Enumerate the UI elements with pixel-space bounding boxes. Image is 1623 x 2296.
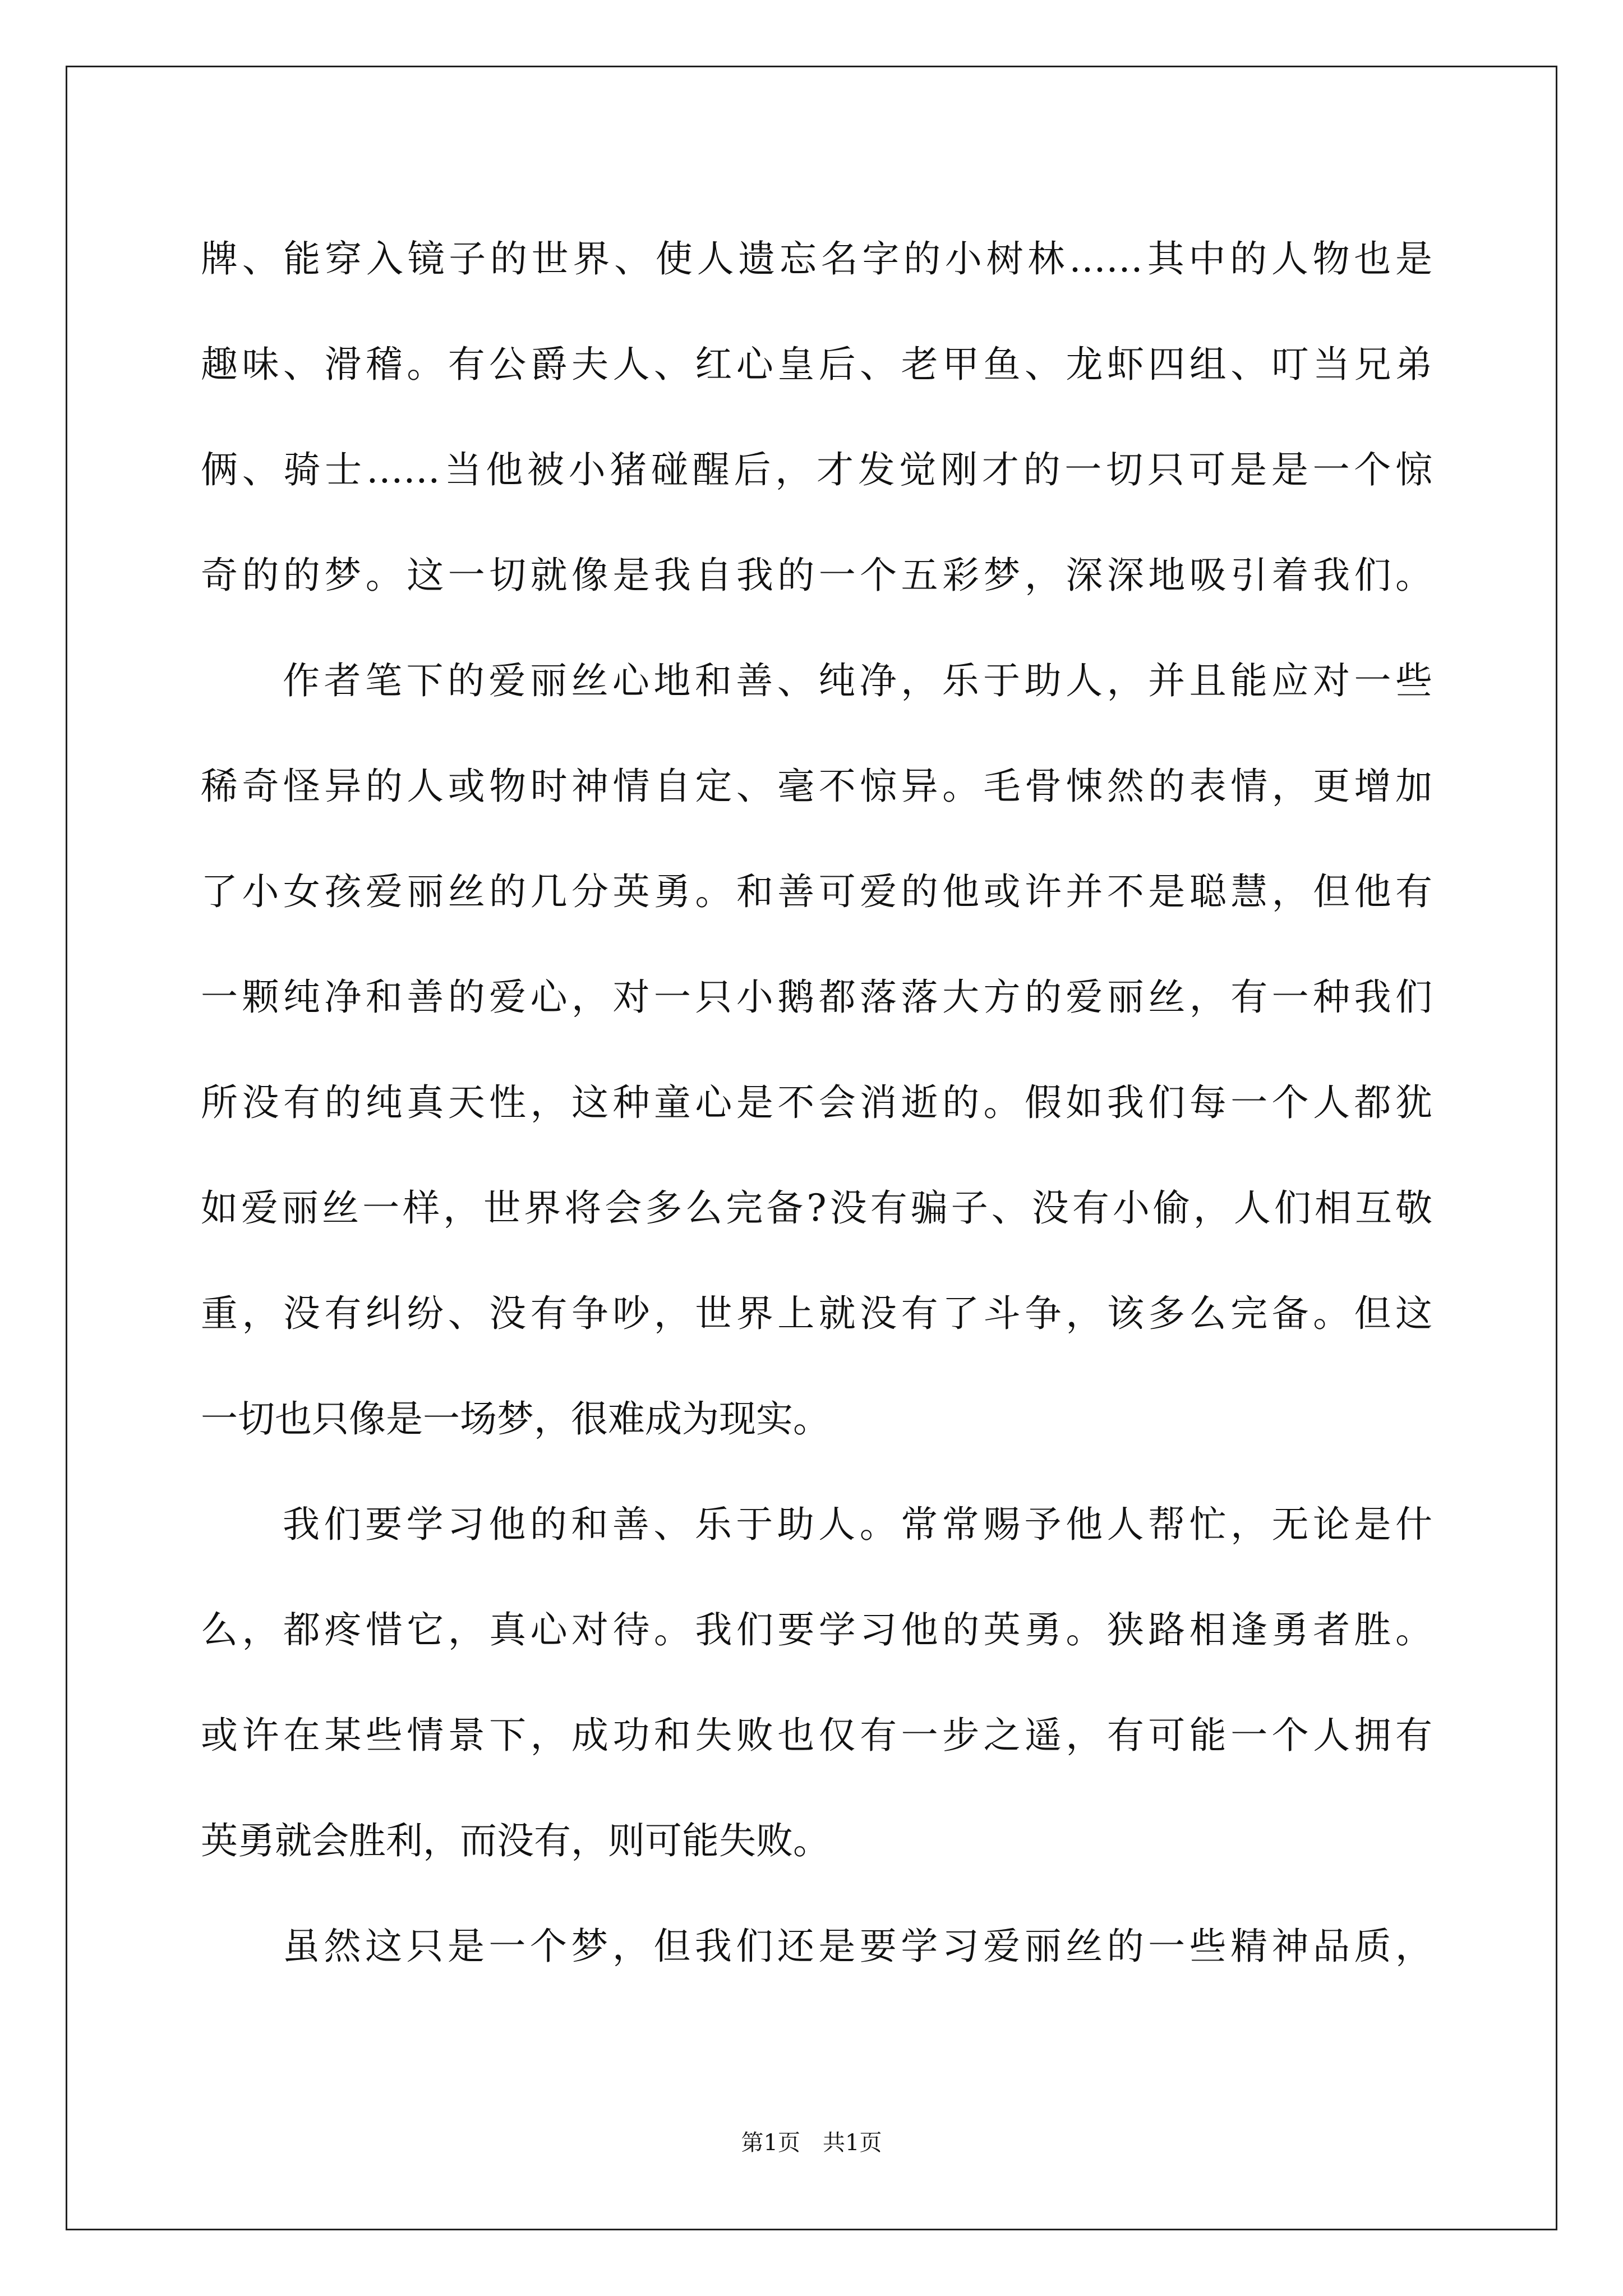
text-line: 如爱丽丝一样，世界将会多么完备?没有骗子、没有小偷，人们相互敬 [201, 1186, 1432, 1230]
text-line: 俩、骑士……当他被小猪碰醒后，才发觉刚才的一切只可是是一个惊 [201, 448, 1432, 491]
text-line: 所没有的纯真天性，这种童心是不会消逝的。假如我们每一个人都犹 [201, 1081, 1432, 1124]
text-line: 奇的的梦。这一切就像是我自我的一个五彩梦，深深地吸引着我们。 [201, 554, 1432, 597]
text-line: 趣味、滑稽。有公爵夫人、红心皇后、老甲鱼、龙虾四组、叮当兄弟 [201, 343, 1432, 386]
paragraph-first-line: 我们要学习他的和善、乐于助人。常常赐予他人帮忙，无论是什 [283, 1503, 1432, 1546]
text-line: 一颗纯净和善的爱心，对一只小鹅都落落大方的爱丽丝，有一种我们 [201, 976, 1432, 1019]
text-line: 么，都疼惜它，真心对待。我们要学习他的英勇。狭路相逢勇者胜。 [201, 1608, 1432, 1651]
text-line: 牌、能穿入镜子的世界、使人遗忘名字的小树林……其中的人物也是 [201, 237, 1432, 280]
paragraph-last-line: 英勇就会胜利，而没有，则可能失败。 [201, 1819, 830, 1862]
paragraph-first-line: 作者笔下的爱丽丝心地和善、纯净，乐于助人，并且能应对一些 [283, 659, 1432, 702]
document-body [201, 206, 1432, 1999]
paragraph-last-line: 一切也只像是一场梦，很难成为现实。 [201, 1397, 830, 1441]
text-line: 稀奇怪异的人或物时神情自定、毫不惊异。毛骨悚然的表情，更增加 [201, 765, 1432, 808]
text-line: 重，没有纠纷、没有争吵，世界上就没有了斗争，该多么完备。但这 [201, 1292, 1432, 1335]
page-footer [0, 2127, 1623, 2159]
page-number: 第1页 [741, 2130, 800, 2156]
text-line: 或许在某些情景下，成功和失败也仅有一步之遥，有可能一个人拥有 [201, 1714, 1432, 1757]
paragraph-first-line: 虽然这只是一个梦，但我们还是要学习爱丽丝的一些精神品质， [283, 1925, 1432, 1968]
text-line: 了小女孩爱丽丝的几分英勇。和善可爱的他或许并不是聪慧，但他有 [201, 870, 1432, 913]
page-total: 共1页 [823, 2130, 882, 2156]
